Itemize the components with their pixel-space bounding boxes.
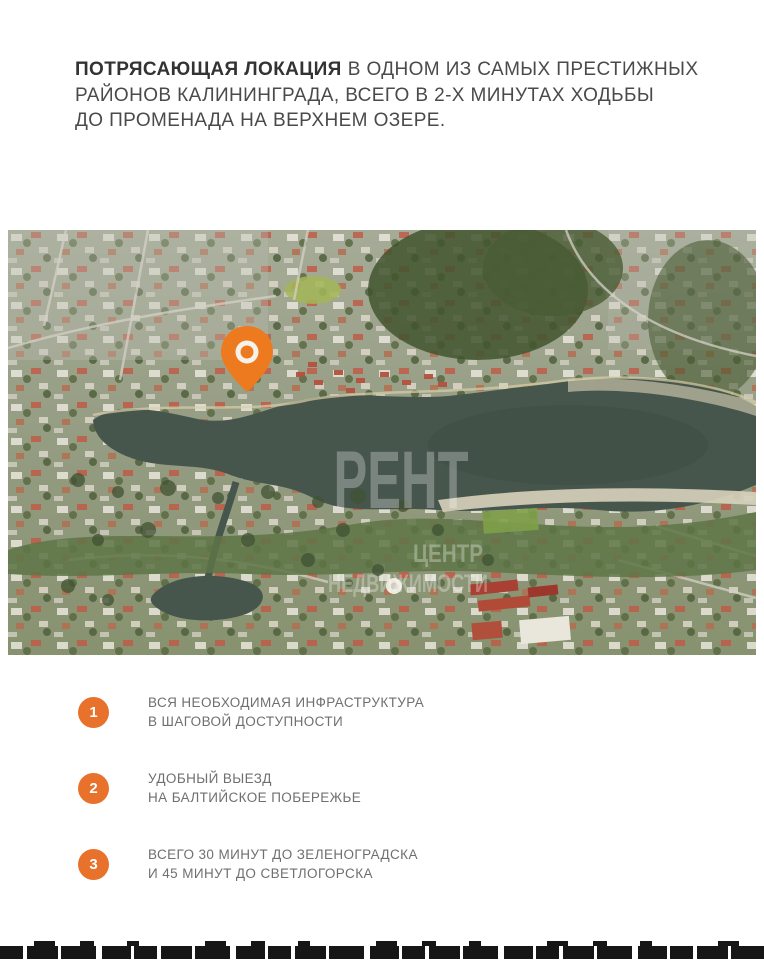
title-line-2: РАЙОНОВ КАЛИНИНГРАДА, ВСЕГО В 2-Х МИНУТАХ ХОДЬБЫ — [75, 84, 655, 106]
feature-number: 1 — [89, 703, 98, 721]
feature-text — [148, 845, 418, 883]
feature-number: 3 — [89, 855, 98, 873]
feature-text-line: ВСЕГО 30 МИНУТ ДО ЗЕЛЕНОГРАДСКА — [148, 847, 418, 862]
watermark-line-3: НЕДВИЖИМОСТИ — [328, 570, 488, 598]
footer-barcode-bar — [0, 946, 764, 959]
feature-text-line: ВСЯ НЕОБХОДИМАЯ ИНФРАСТРУКТУРА — [148, 695, 425, 710]
feature-item-3 — [78, 848, 698, 880]
feature-text-line: НА БАЛТИЙСКОЕ ПОБЕРЕЖЬЕ — [148, 790, 362, 805]
footer-barcode-decoration — [0, 940, 764, 960]
page-title — [75, 57, 698, 134]
photo-watermark — [328, 435, 488, 598]
feature-number-badge — [78, 849, 109, 880]
feature-item-2 — [78, 772, 698, 804]
title-line-3: ДО ПРОМЕНАДА НА ВЕРХНЕМ ОЗЕРЕ. — [75, 110, 446, 131]
feature-number: 2 — [89, 779, 98, 797]
aerial-photo — [8, 230, 756, 655]
title-emphasis: ПОТРЯСАЮЩАЯ ЛОКАЦИЯ — [75, 59, 342, 80]
title-line-1-rest: В ОДНОМ ИЗ САМЫХ ПРЕСТИЖНЫХ — [347, 59, 699, 80]
feature-text-line: УДОБНЫЙ ВЫЕЗД — [148, 771, 272, 786]
aerial-photo-scene — [8, 230, 756, 655]
feature-number-badge — [78, 773, 109, 804]
feature-text — [148, 693, 424, 731]
watermark-line-1: РЕНТ — [333, 435, 469, 526]
feature-number-badge — [78, 697, 109, 728]
feature-list — [78, 696, 698, 924]
title-line-1 — [75, 57, 698, 83]
watermark-line-2: ЦЕНТР — [413, 540, 483, 568]
feature-text-line: В ШАГОВОЙ ДОСТУПНОСТИ — [148, 714, 344, 729]
feature-text — [148, 769, 361, 807]
feature-item-1 — [78, 696, 698, 728]
feature-text-line: И 45 МИНУТ ДО СВЕТЛОГОРСКА — [148, 866, 373, 881]
